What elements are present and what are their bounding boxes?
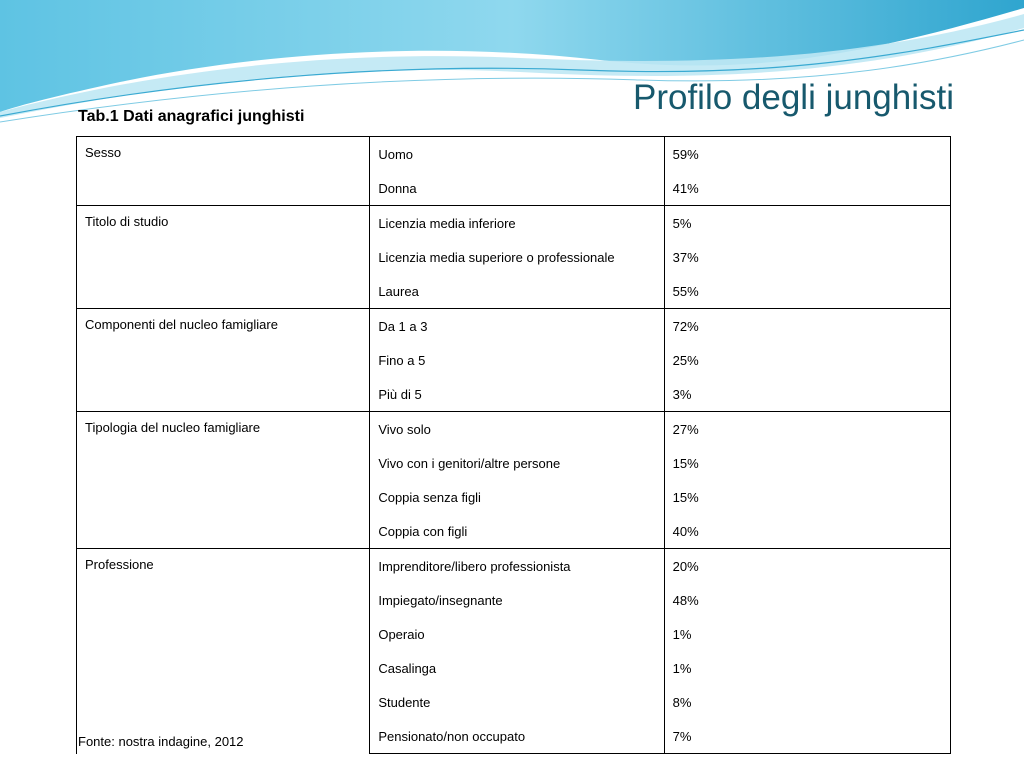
category-cell: Titolo di studio bbox=[77, 206, 370, 309]
percentage-cell: 27% bbox=[664, 412, 950, 447]
demographics-table bbox=[76, 136, 951, 754]
table-row bbox=[77, 412, 951, 447]
item-cell: Casalinga bbox=[370, 651, 664, 685]
percentage-cell: 41% bbox=[664, 171, 950, 206]
category-cell: Tipologia del nucleo famigliare bbox=[77, 412, 370, 549]
table-row bbox=[77, 137, 951, 172]
item-cell: Da 1 a 3 bbox=[370, 309, 664, 344]
table-caption-text: Dati anagrafici junghisti bbox=[123, 108, 305, 125]
table-caption bbox=[78, 108, 304, 126]
percentage-cell: 1% bbox=[664, 651, 950, 685]
slide-title: Profilo degli junghisti bbox=[632, 78, 954, 117]
percentage-cell: 3% bbox=[664, 377, 950, 412]
item-cell: Coppia senza figli bbox=[370, 480, 664, 514]
item-cell: Licenzia media inferiore bbox=[370, 206, 664, 241]
item-cell: Laurea bbox=[370, 274, 664, 309]
table-row bbox=[77, 549, 951, 584]
percentage-cell: 1% bbox=[664, 617, 950, 651]
table-row bbox=[77, 309, 951, 344]
category-cell: Componenti del nucleo famigliare bbox=[77, 309, 370, 412]
item-cell: Licenzia media superiore o professionale bbox=[370, 240, 664, 274]
percentage-cell: 55% bbox=[664, 274, 950, 309]
item-cell: Vivo solo bbox=[370, 412, 664, 447]
percentage-cell: 40% bbox=[664, 514, 950, 549]
item-cell: Studente bbox=[370, 685, 664, 719]
item-cell: Donna bbox=[370, 171, 664, 206]
percentage-cell: 7% bbox=[664, 719, 950, 754]
percentage-cell: 15% bbox=[664, 480, 950, 514]
item-cell: Più di 5 bbox=[370, 377, 664, 412]
percentage-cell: 15% bbox=[664, 446, 950, 480]
item-cell: Imprenditore/libero professionista bbox=[370, 549, 664, 584]
item-cell: Pensionato/non occupato bbox=[370, 719, 664, 754]
category-cell: Sesso bbox=[77, 137, 370, 206]
percentage-cell: 72% bbox=[664, 309, 950, 344]
table-row bbox=[77, 206, 951, 241]
percentage-cell: 25% bbox=[664, 343, 950, 377]
percentage-cell: 8% bbox=[664, 685, 950, 719]
item-cell: Operaio bbox=[370, 617, 664, 651]
percentage-cell: 59% bbox=[664, 137, 950, 172]
item-cell: Fino a 5 bbox=[370, 343, 664, 377]
item-cell: Impiegato/insegnante bbox=[370, 583, 664, 617]
percentage-cell: 48% bbox=[664, 583, 950, 617]
source-note: Fonte: nostra indagine, 2012 bbox=[78, 734, 244, 749]
percentage-cell: 20% bbox=[664, 549, 950, 584]
percentage-cell: 5% bbox=[664, 206, 950, 241]
table-label: Tab.1 bbox=[78, 108, 119, 125]
item-cell: Vivo con i genitori/altre persone bbox=[370, 446, 664, 480]
percentage-cell: 37% bbox=[664, 240, 950, 274]
category-cell: Professione bbox=[77, 549, 370, 754]
item-cell: Uomo bbox=[370, 137, 664, 172]
item-cell: Coppia con figli bbox=[370, 514, 664, 549]
